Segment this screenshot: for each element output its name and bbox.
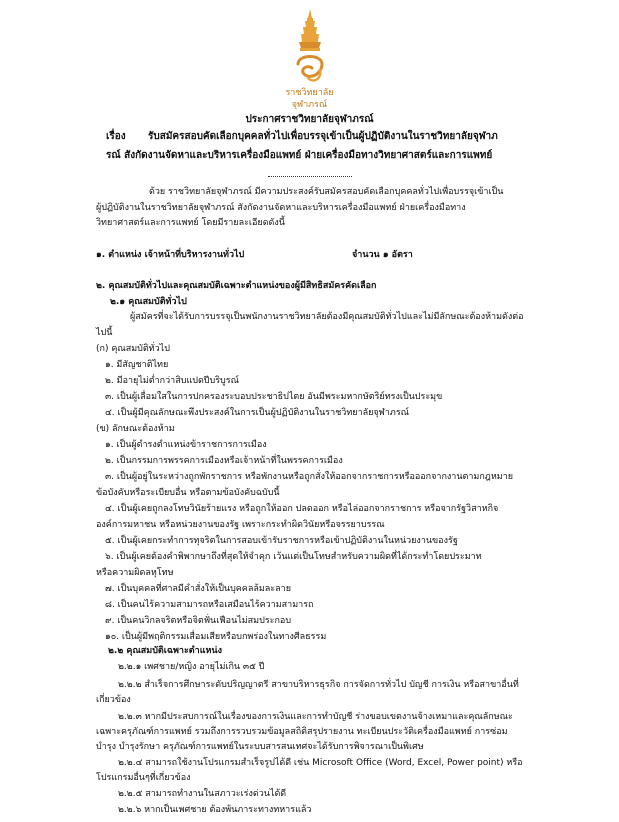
list-item: ๔. เป็นผู้มีคุณลักษณะพึงประสงค์ในการเป็นผู้ปฏิบัติงานในราชวิทยาลัยจุฬาภรณ์ [105, 408, 410, 418]
subject-label: เรื่อง [106, 131, 126, 142]
list-item: ๕. เป็นผู้เคยกระทำการทุจริตในการสอบเข้ารับราชการหรือเข้าปฏิบัติงานในหน่วยงานของรัฐ [105, 536, 458, 546]
list-item: ๗. เป็นบุคคลที่ศาลมีคำสั่งให้เป็นบุคคลล้มละลาย [105, 584, 291, 594]
list-item: ๒.๒.๔ สามารถใช้งานโปรแกรมสำเร็จรูปได้ดี เช่น Microsoft Office (Word, Excel, Power point) หรือ [118, 758, 523, 768]
list-item: เฉพาะครุภัณฑ์การแพทย์ รวมถึงการรวบรวมข้อมูลสถิติสรุปรายงาน ทะเบียนประวัติเครื่องมือแพทย์ การซ่อม [96, 727, 508, 737]
list-item: ๓. เป็นผู้อยู่ในระหว่างถูกพักราชการ หรือพักงานหรือถูกสั่งให้ออกจากราชการหรือออกจากงานตามกฎหมาย [105, 472, 514, 482]
section-2-heading: ๒. คุณสมบัติทั่วไปและคุณสมบัติเฉพาะตำแหน่งของผู้มีสิทธิสมัครคัดเลือก [96, 281, 377, 291]
list-item: ๘. เป็นคนไร้ความสามารถหรือเสมือนไร้ความสามารถ [105, 600, 314, 610]
list-item: โปรแกรมอื่นๆที่เกี่ยวข้อง [96, 773, 191, 783]
subject-line-1: รับสมัครสอบคัดเลือกบุคคลทั่วไปเพื่อบรรจุเข้าเป็นผู้ปฏิบัติงานในราชวิทยาลัยจุฬาภ [148, 131, 498, 142]
list-item: ๒.๒.๖ หากเป็นเพศชาย ต้องพ้นภาระทางทหารแล้ว [118, 805, 312, 815]
list-item: ๒.๒.๒ สำเร็จการศึกษาระดับปริญญาตรี สาขาบริหารธุรกิจ การจัดการทั่วไป บัญชี การเงิน หรือสาขาอื่นที่ [118, 680, 519, 690]
university-logo [288, 8, 332, 88]
list-item: ๒.๒.๓ หากมีประสบการณ์ในเรื่องของการเงินและการทำบัญชี ร่างขอบเขตงานจ้างเหมาและคุณลักษณะ [118, 712, 513, 722]
list-item: ๑. มีสัญชาติไทย [105, 360, 169, 370]
list-item: ๒. มีอายุไม่ต่ำกว่าสิบแปดปีบริบูรณ์ [105, 376, 239, 386]
list-item: (ก) คุณสมบัติทั่วไป [96, 344, 170, 354]
intro-line-2: ผู้ปฏิบัติงานในราชวิทยาลัยจุฬาภรณ์ สังกัดงานจัดหาและบริหารเครื่องมือแพทย์ ฝ่ายเครื่องมือทาง [96, 203, 466, 213]
list-item: ๔. เป็นผู้เคยถูกลงโทษวินัยร้ายแรง หรือถูกให้ออก ปลดออก หรือไล่ออกจากราชการ หรือจากรัฐวิสาหกิจ [105, 504, 499, 514]
subject-line-2: รณ์ สังกัดงานจัดหาและบริหารเครื่องมือแพทย์ ฝ่ายเครื่องมือทางวิทยาศาสตร์และการแพทย์ [106, 150, 493, 161]
list-item: ๓. เป็นผู้เลื่อมใสในการปกครองระบอบประชาธิปไตย อันมีพระมหากษัตริย์ทรงเป็นประมุข [105, 392, 443, 402]
list-item: เกี่ยวข้อง [96, 695, 131, 705]
section-2-2-heading: ๒.๒ คุณสมบัติเฉพาะตำแหน่ง [108, 646, 222, 656]
list-item: ข้อบังคับหรือระเบียบอื่น หรือตามข้อบังคับฉบับนี้ [96, 488, 280, 498]
list-item: องค์การมหาชน หรือหน่วยงานของรัฐ เพราะกระทำผิดวินัยหรือจรรยาบรรณ [96, 520, 385, 530]
list-item: ๑๐. เป็นผู้มีพฤติกรรมเสื่อมเสียหรือบกพร่องในทางศีลธรรม [105, 632, 327, 642]
list-item: บำรุง บำรุงรักษา ครุภัณฑ์การแพทย์ในระบบสารสนเทศจะได้รับการพิจารณาเป็นพิเศษ [96, 742, 424, 752]
separator-dots [268, 176, 352, 177]
list-item: ผู้สมัครที่จะได้รับการบรรจุเป็นพนักงานราชวิทยาลัยต้องมีคุณสมบัติทั่วไปและไม่มีลักษณะต้องห้ามดังต่อ [130, 312, 524, 322]
intro-line-3: วิทยาศาสตร์และการแพทย์ โดยมีรายละเอียดดังนี้ [96, 218, 285, 228]
position-count: จำนวน ๑ อัตรา [352, 250, 413, 260]
university-name-line2: จุฬาภรณ์ [291, 100, 328, 110]
announcement-title: ประกาศราชวิทยาลัยจุฬาภรณ์ [245, 114, 374, 125]
intro-line-1: ด้วย ราชวิทยาลัยจุฬาภรณ์ มีความประสงค์รับสมัครสอบคัดเลือกบุคคลทั่วไปเพื่อบรรจุเข้าเป็น [149, 187, 504, 197]
section-2-1-heading: ๒.๑ คุณสมบัติทั่วไป [110, 297, 187, 307]
position-label: ๑. ตำแหน่ง เจ้าหน้าที่บริหารงานทั่วไป [96, 250, 245, 260]
list-item: หรือความผิดลหุโทษ [96, 568, 174, 578]
list-item: ๒. เป็นกรรมการพรรคการเมืองหรือเจ้าหน้าที่ในพรรคการเมือง [105, 456, 343, 466]
list-item: ๒.๒.๑ เพศชาย/หญิง อายุไม่เกิน ๓๕ ปี [118, 662, 265, 672]
university-name-line1: ราชวิทยาลัย [285, 88, 334, 98]
list-item: ๖. เป็นผู้เคยต้องคำพิพากษาถึงที่สุดให้จำคุก เว้นแต่เป็นโทษสำหรับความผิดที่ได้กระทำโดยประมาท [105, 552, 482, 562]
list-item: (ข) ลักษณะต้องห้าม [96, 424, 175, 434]
list-item: ๑. เป็นผู้ดำรงตำแหน่งข้าราชการการเมือง [105, 440, 267, 450]
list-item: ๙. เป็นคนวิกลจริตหรือจิตฟั่นเฟือนไม่สมประกอบ [105, 616, 292, 626]
list-item: ๒.๒.๕ สามารถทำงานในสภาวะเร่งด่วนได้ดี [118, 789, 287, 799]
list-item: ไปนี้ [96, 328, 113, 338]
